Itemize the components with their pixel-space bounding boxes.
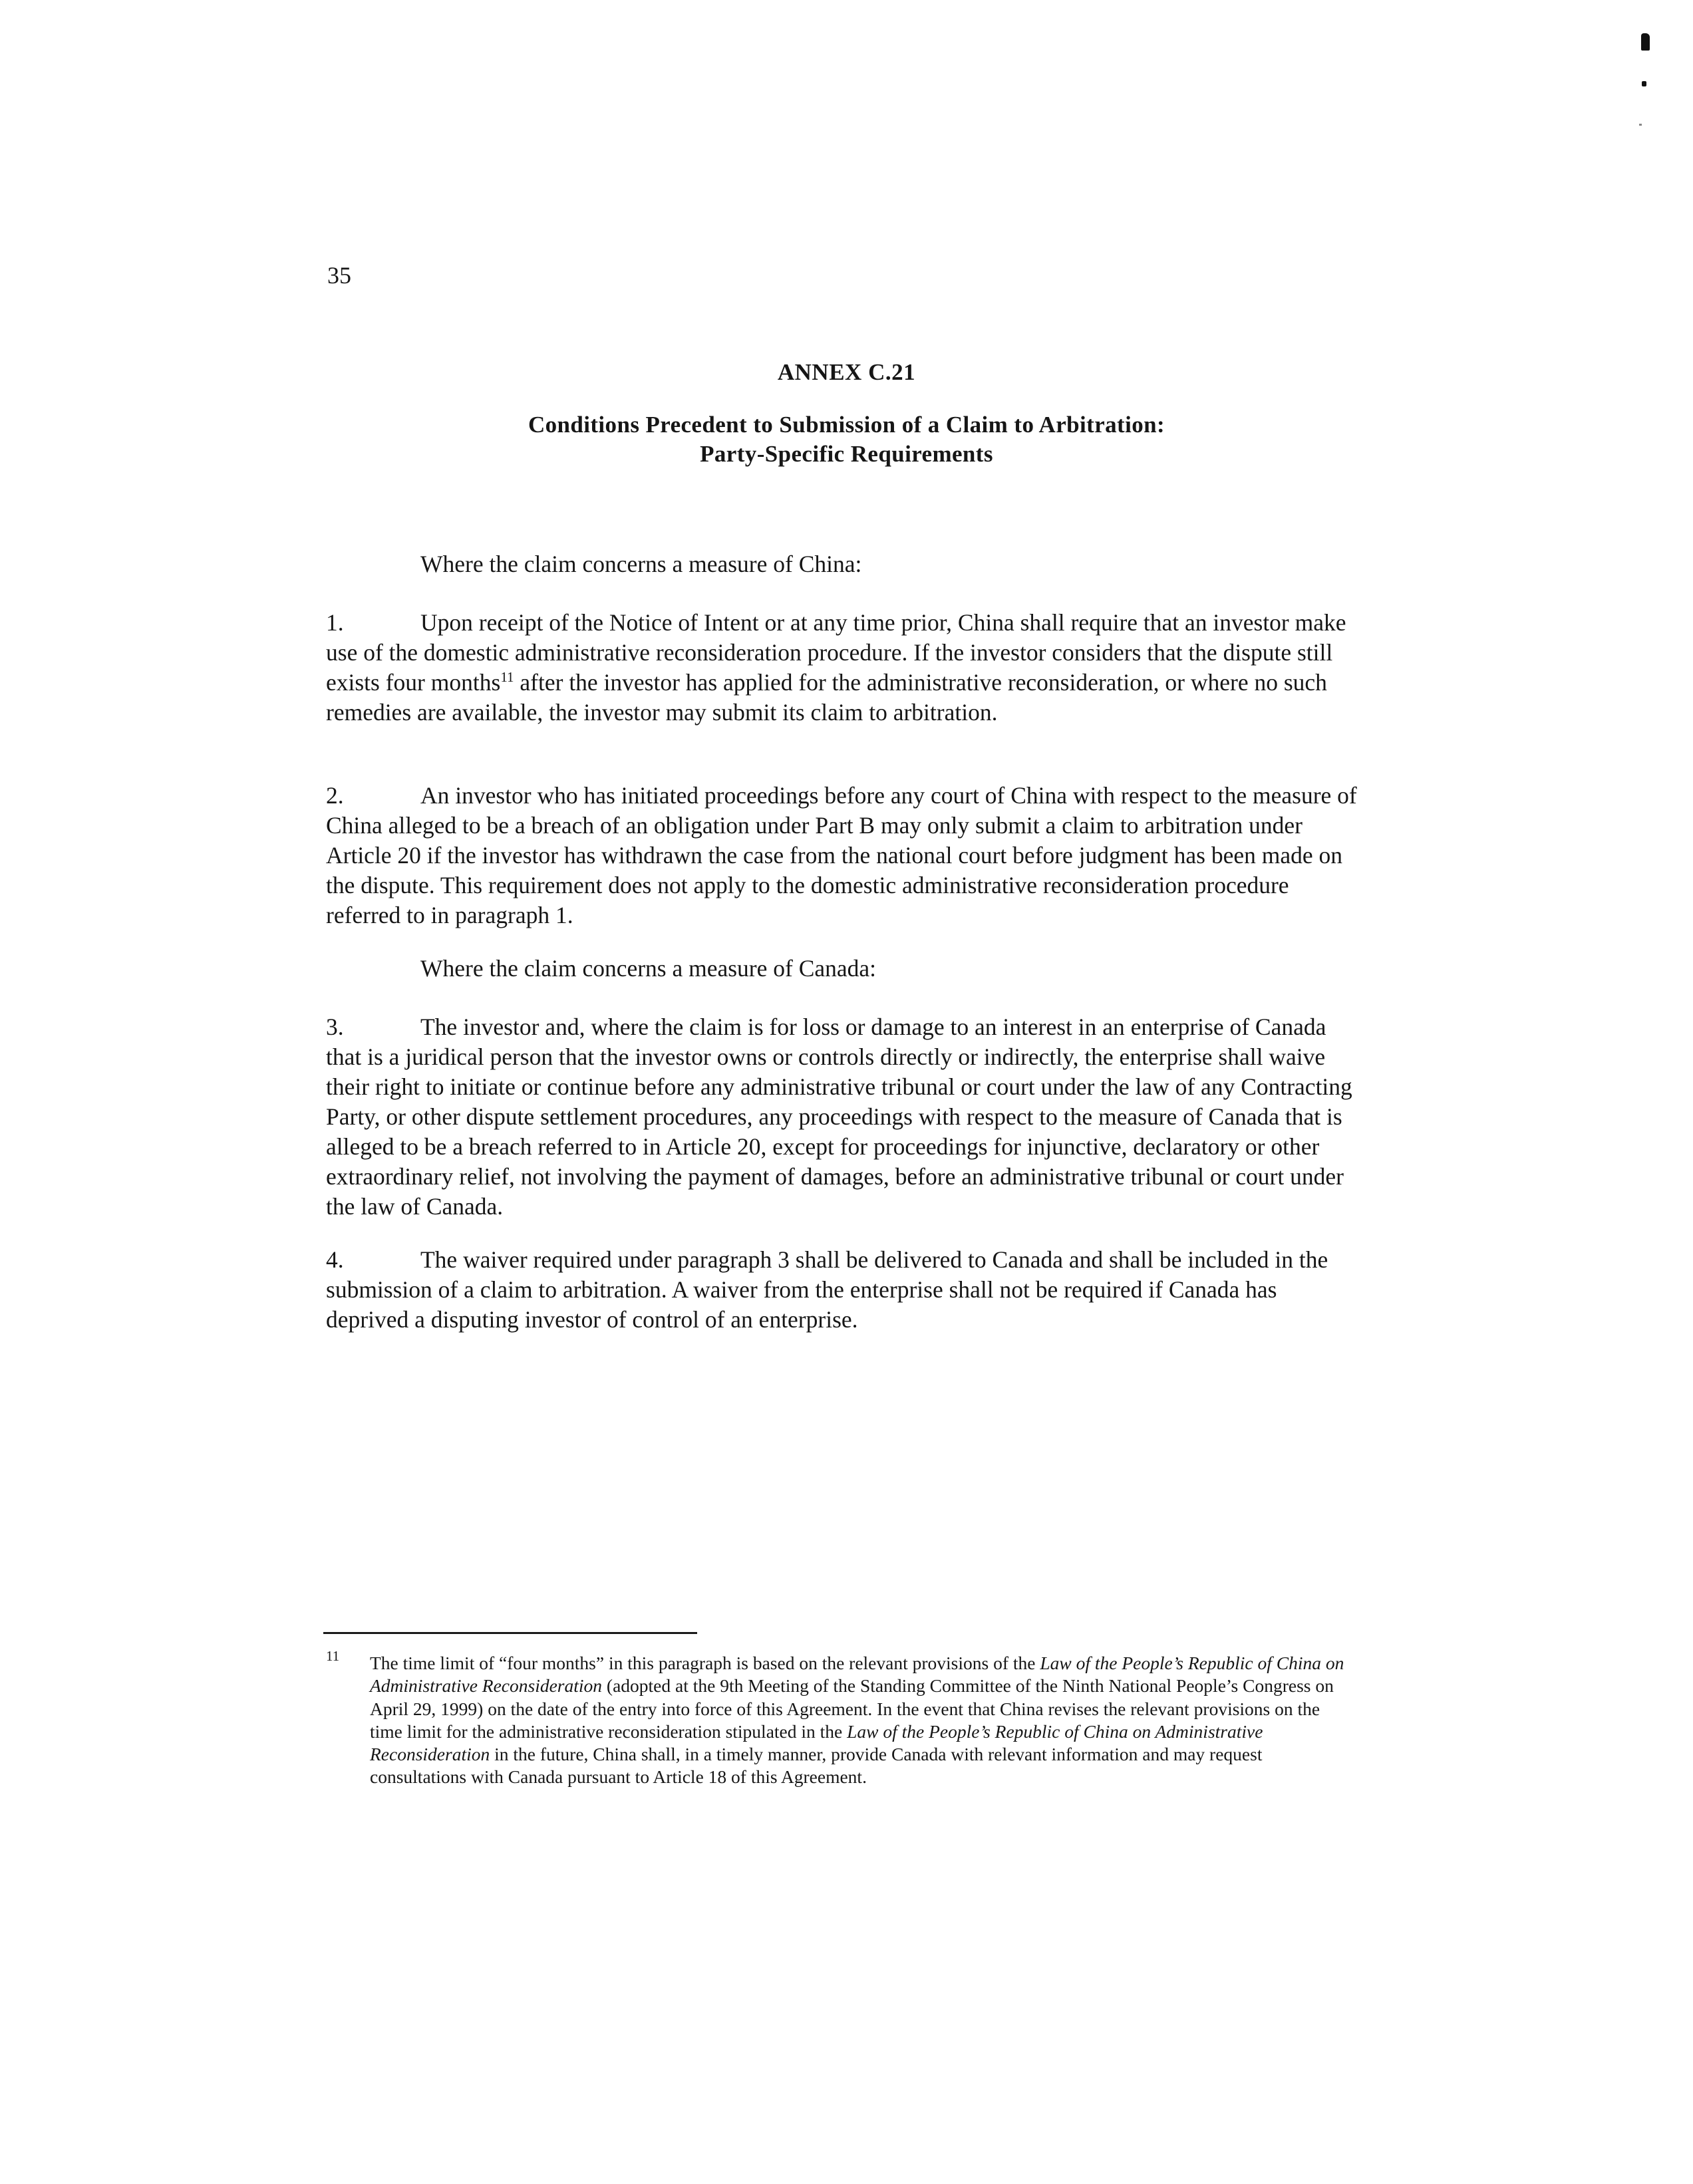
paragraph-3 [326, 1012, 1360, 1222]
paragraph-text: The investor and, where the claim is for loss or damage to an interest in an enterprise of Canada that is a juridical person that the investor owns or controls directly or indirectly, the enterprise shall waive their right to initiate or continue before any administrative tribunal or court under the law of any Contracting Party, or other dispute settlement procedures, any proceedings with respect to the measure of Canada that is alleged to be a breach referred to in Article 20, except for proceedings for injunctive, declaratory or other extraordinary relief, not involving the payment of damages, before an administrative tribunal or court under the law of Canada. [326, 1014, 1352, 1220]
annex-title: ANNEX C.21 [777, 359, 916, 385]
scan-artifact [1641, 33, 1650, 51]
footnote-law-title-2: Law of the People’s Republic of China on Administrative Reconsideration [370, 1720, 1263, 1765]
annex-subtitle-line-1: Conditions Precedent to Submission of a Claim to Arbitration: [528, 412, 1165, 438]
footnote-reference[interactable]: 11 [500, 669, 514, 686]
footnote-text [370, 1652, 1348, 1789]
footnote-marker: 11 [326, 1648, 340, 1664]
annex-subtitle [0, 410, 1693, 469]
paragraph-text: The waiver required under paragraph 3 shall be delivered to Canada and shall be included in the submission of a claim to arbitration. A waiver from the enterprise shall not be required if Canada has deprived a disputing investor of control of an enterprise. [326, 1246, 1328, 1333]
annex-subtitle-line-2: Party-Specific Requirements [700, 441, 993, 467]
footnote-text-part-1: The time limit of “four months” in this paragraph is based on the relevant provisions of the [370, 1653, 1040, 1673]
paragraph-1 [326, 608, 1360, 728]
paragraph-number: 2. [326, 782, 344, 809]
paragraph-text: An investor who has initiated proceedings before any court of China with respect to the measure of China alleged to be a breach of an obligation under Part B may only submit a claim to arbitration under Article 20 if the investor has withdrawn the case from the national court before judgment has been made on the dispute. This requirement does not apply to the domestic administrative reconsideration procedure referred to in paragraph 1. [326, 782, 1357, 928]
footnote-law-title-1: Law of the People’s Republic of China on Administrative Reconsideration [370, 1653, 1344, 1697]
paragraph-2 [326, 781, 1360, 930]
paragraph-number: 3. [326, 1014, 344, 1040]
page-number: 35 [327, 262, 351, 289]
scan-artifact [1639, 124, 1642, 126]
paragraph-text-continued: after the investor has applied for the administrative reconsideration, or where no such remedies are available, the investor may submit its claim to arbitration. [326, 669, 1327, 726]
paragraph-text: Upon receipt of the Notice of Intent or at any time prior, China shall require that an investor make use of the domestic administrative reconsideration procedure. If the investor considers that the dispute still exists four months [326, 609, 1346, 696]
paragraph-number: 4. [326, 1246, 344, 1273]
footnote-text-part-2: (adopted at the 9th Meeting of the Standing Committee of the Ninth National People’s Congress on April 29, 1999) on the date of the entry into force of this Agreement. In the event that China revises the relevant provisions on the time limit for the administrative reconsideration stipulated in the [370, 1675, 1334, 1742]
paragraph-4 [326, 1245, 1360, 1335]
paragraph-number: 1. [326, 609, 344, 636]
scan-artifact [1642, 81, 1646, 86]
china-section-intro: Where the claim concerns a measure of China: [420, 551, 862, 577]
canada-section-intro: Where the claim concerns a measure of Canada: [420, 955, 877, 982]
footnote-text-part-3: in the future, China shall, in a timely manner, provide Canada with relevant information and may request consultations with Canada pursuant to Article 18 of this Agreement. [370, 1744, 1263, 1788]
footnote-separator [323, 1632, 697, 1634]
